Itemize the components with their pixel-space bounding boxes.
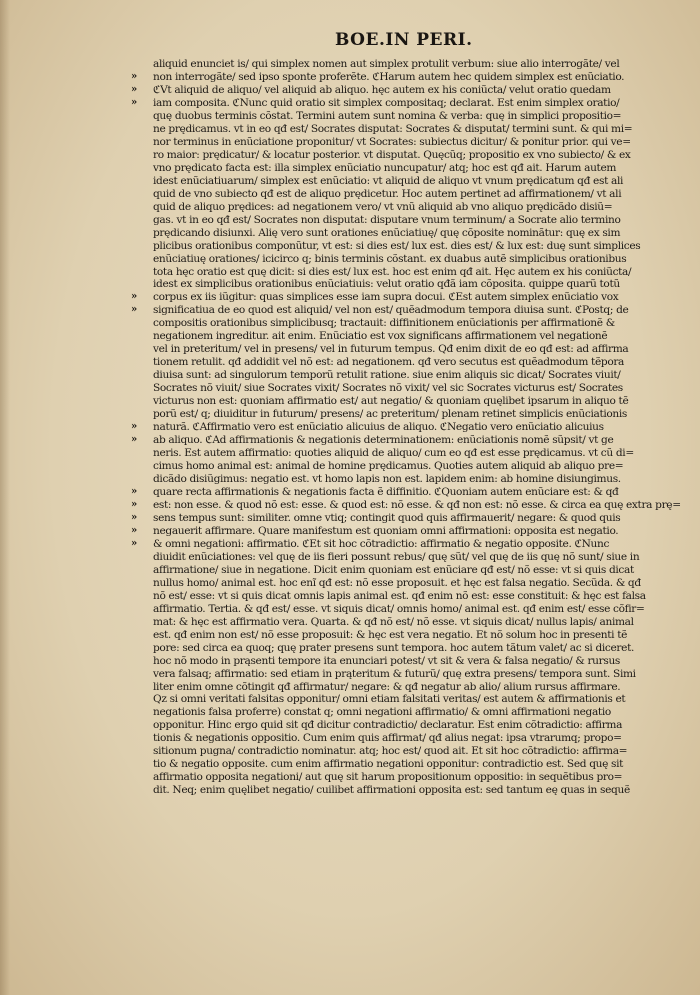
line-text: compositis orationibus simplicibusq; tractauit: diffinitionem enũciationis per affirmationẽ & xyxy=(153,317,615,330)
text-line xyxy=(153,408,653,421)
line-text: tionis & negationis oppositio. Cum enim quis affirmat/ qđ alius negat: ipsa vtrarumq; propo= xyxy=(153,732,622,745)
text-line xyxy=(131,291,653,304)
text-line xyxy=(153,395,653,408)
text-line xyxy=(153,356,653,369)
text-line xyxy=(131,498,681,512)
text-line xyxy=(153,317,653,330)
margin-marker: » xyxy=(131,511,137,523)
text-line xyxy=(131,434,653,447)
line-text: iam composita. ℭNunc quid oratio sit simplex compositaq; declarat. Est enim simplex oratio/ xyxy=(153,96,620,109)
text-line xyxy=(153,149,653,162)
text-line xyxy=(153,123,653,136)
text-line xyxy=(153,447,653,460)
text-line xyxy=(153,58,653,71)
text-line xyxy=(153,214,653,227)
text-line xyxy=(153,771,653,784)
text-line xyxy=(131,537,653,551)
text-line xyxy=(153,668,653,681)
line-text: dicãdo disiũgimus: negatio est. vt homo lapis non est. lapidem enim: ab homine disiungimus. xyxy=(153,473,621,485)
margin-marker: » xyxy=(131,83,137,95)
text-line xyxy=(131,485,653,499)
text-line xyxy=(153,681,653,694)
line-text: est: non esse. & quod nõ est: esse. & quod est: nõ esse. & qđ non est: nõ esse. & circa ea quę extra prę= xyxy=(153,498,681,511)
text-line xyxy=(153,629,653,642)
margin-marker: » xyxy=(131,537,137,549)
text-line xyxy=(131,511,653,525)
text-line xyxy=(131,70,653,84)
line-text: porũ est/ q; diuiditur in futurum/ presens/ ac preteritum/ plenam retinet simplicis enũciationis xyxy=(153,408,628,421)
line-text: affirmatio. Tertia. & qđ est/ esse. vt siquis dicat/ omnis homo/ animal est. qđ enim est/ esse cõfir= xyxy=(153,602,645,615)
text-line xyxy=(153,564,653,577)
line-text: victurus non est: quoniam affirmatio est/ aut negatio/ & quoniam quęlibet ipsarum in aliquo tẽ xyxy=(153,395,629,408)
line-text: nullus homo/ animal est. hoc enĩ qđ est: nõ esse proposuit. et hęc est falsa negatio. Secũda. & qđ xyxy=(153,576,641,589)
line-text: negauerit affirmare. Quare manifestum est quoniam omni affirmationi: opposita est negatio. xyxy=(153,524,619,537)
text-line xyxy=(153,227,653,240)
text-line xyxy=(153,693,653,706)
text-line xyxy=(153,382,653,395)
margin-marker: » xyxy=(131,434,137,446)
line-text: ab aliquo. ℭAd affirmationis & negationis determinationem: enũciationis nomẽ sũpsit/ vt ge xyxy=(153,434,614,447)
line-text: est. qđ enim non est/ nõ esse proposuit: & hęc est vera negatio. Et nõ solum hoc in presenti tẽ xyxy=(153,628,628,641)
line-text: Socrates nõ viuit/ siue Socrates vixit/ Socrates nõ vixit/ vel sic Socrates victurus est/ Socrates xyxy=(153,382,623,395)
line-text: nor terminus in enũciatione proponitur/ vt Socrates: subiectus dicitur/ & ponitur prior. qui ve= xyxy=(153,135,631,148)
running-header: BOE.IN PERI. xyxy=(335,30,473,50)
line-text: dit. Neq; enim quęlibet negatio/ cuilibet affirmationi opposita est: sed tantum eę quas in sequẽ xyxy=(153,784,630,797)
line-text: diuidit enũciationes: vel quę de iis fieri possunt rebus/ quę sũt/ vel quę de iis quę nõ sunt/ siue in xyxy=(153,550,640,563)
text-line xyxy=(153,603,653,616)
text-line xyxy=(131,96,653,110)
line-text: tota hęc oratio est quę dicit: si dies est/ lux est. hoc est enim qđ ait. Hęc autem ex his coniũcta/ xyxy=(153,265,632,278)
text-line xyxy=(153,706,653,719)
line-text: vno prędicato facta est: illa simplex enũciatio nuncupatur/ atq; hoc est qđ ait. Harum autem xyxy=(153,161,617,174)
text-line xyxy=(153,460,653,473)
text-line xyxy=(153,758,653,771)
text-line xyxy=(153,616,653,629)
line-text: Qz si omni veritati falsitas opponitur/ omni etiam falsitati veritas/ est autem & affirmationis et xyxy=(153,693,626,706)
text-line xyxy=(153,136,653,149)
line-text: hoc nõ modo in prąsenti tempore ita enunciari potest/ vt sit & vera & falsa negatio/ & rursus xyxy=(153,654,621,667)
line-text: quę duobus terminis cõstat. Termini autem sunt nomina & verba: quę in simplici propositio= xyxy=(153,109,622,122)
text-line xyxy=(131,421,653,434)
text-line xyxy=(153,330,653,343)
margin-marker: » xyxy=(131,524,137,536)
text-line xyxy=(153,162,653,175)
text-line xyxy=(153,551,653,564)
margin-marker: » xyxy=(131,485,137,497)
text-line xyxy=(153,266,653,279)
line-text: quid de aliquo prędices: ad negationem vero/ vt vnũ aliquid ab vno aliquo prędicãdo disiũ= xyxy=(153,200,613,213)
line-text: sens tempus sunt: similiter. omne vtiq; contingit quod quis affirmauerit/ negare: & quod quis xyxy=(153,511,621,524)
line-text: affirmatio opposita negationi/ aut quę sit harum propositionum oppositio: in sequẽtibus pro= xyxy=(153,771,623,784)
line-text: negationem ingreditur. ait enim. Enũciatio est vox significans affirmationem vel negationẽ xyxy=(153,330,608,343)
line-text: enũciatiuę orationes/ icicirco q; binis terminis cõstant. ex duabus autẽ simplicibus orationibus xyxy=(153,252,627,265)
text-line xyxy=(153,278,653,291)
line-text: vera falsaq; affirmatio: sed etiam in prąteritum & futurũ/ quę extra presens/ tempora sunt. Simi xyxy=(153,667,636,680)
text-line xyxy=(153,642,653,655)
line-text: pore: sed circa ea quoq; quę prater presens sunt tempora. hoc autem tãtum valet/ ac si diceret. xyxy=(153,641,634,654)
line-text: liter enim omne cõtingit qđ affirmatur/ negare: & qđ negatur ab alio/ alium rursus affirmare. xyxy=(153,680,621,693)
line-text: tionem retulit. qđ addidit vel nõ est: ad negationem. qđ vero secutus est quẽadmodum tẽpora xyxy=(153,356,625,369)
line-text: vel in preteritum/ vel in presens/ vel in futurum tempus. Qđ enim dixit de eo qđ est: ad affirma xyxy=(153,343,629,356)
text-line xyxy=(153,732,653,745)
text-line xyxy=(131,524,653,538)
line-text: corpus ex iis iũgitur: quas simplices esse iam supra docui. ℭEst autem simplex enũciatio vox xyxy=(153,291,619,304)
text-line xyxy=(131,304,653,317)
text-line xyxy=(153,473,653,486)
line-text: sitionum pugna/ contradictio nominatur. atq; hoc est/ quod ait. Et sit hoc cõtradictio: affirma= xyxy=(153,745,628,758)
line-text: significatiua de eo quod est aliquid/ vel non est/ quẽadmodum tempora diuisa sunt. ℭPostq; de xyxy=(153,304,629,317)
text-line xyxy=(153,175,653,188)
line-text: gas. vt in eo qđ est/ Socrates non disputat: disputare vnum terminum/ a Socrate alio termino xyxy=(153,213,621,226)
text-line xyxy=(153,240,653,253)
line-text: tio & negatio opposite. cum enim affirmatio negationi opponitur: contradictio est. Sed quę sit xyxy=(153,758,624,771)
line-text: non interrogãte/ sed ipso sponte proferẽte. ℭHarum autem hec quidem simplex est enũciatio. xyxy=(153,70,625,83)
text-line xyxy=(153,110,653,123)
text-line xyxy=(153,655,653,668)
text-line xyxy=(153,343,653,356)
line-text: cimus homo animal est: animal de homine prędicamus. Quoties autem aliquid ab aliquo pre= xyxy=(153,460,624,473)
text-line xyxy=(153,188,653,201)
margin-marker: » xyxy=(131,498,137,510)
line-text: naturã. ℭAffirmatio vero est enũciatio alicuius de aliquo. ℭNegatio vero enũciatio alicuius xyxy=(153,421,604,434)
line-text: & omni negationi: affirmatio. ℭEt sit hoc cõtradictio: affirmatio & negatio opposite. ℭNunc xyxy=(153,537,610,550)
margin-marker: » xyxy=(131,421,137,433)
line-text: idest ex simplicibus orationibus enũciatiuis: velut oratio qđã iam cõposita. quippe quarũ totũ xyxy=(153,278,620,291)
line-text: opponitur. Hinc ergo quid sit qđ dicitur contradictio/ declaratur. Est enim cõtradictio: affirma xyxy=(153,719,623,732)
text-line xyxy=(153,590,653,603)
text-line xyxy=(153,719,653,732)
line-text: quare recta affirmationis & negationis facta ẽ diffinitio. ℭQuoniam autem enũciare est: & qđ xyxy=(153,485,619,498)
line-text: aliquid enunciet is/ qui simplex nomen aut simplex protulit verbum: siue alio interrogãte/ vel xyxy=(153,58,620,70)
line-text: mat: & hęc est affirmatio vera. Quarta. & qđ nõ est/ nõ esse. vt siquis dicat/ nullus lapis/ animal xyxy=(153,615,634,628)
line-text: nõ est/ esse: vt si quis dicat omnis lapis animal est. qđ enim nõ est: esse constituit: & hęc est falsa xyxy=(153,589,646,602)
body-text xyxy=(131,58,681,797)
line-text: neris. Est autem affirmatio: quoties aliquid de aliquo/ cum eo qđ est esse prędicamus. vt cũ di= xyxy=(153,447,634,460)
text-line xyxy=(153,201,653,214)
text-line xyxy=(153,784,653,797)
line-text: ro maior: prędicatur/ & locatur posterior. vt disputat. Quęcũq; propositio ex vno subiecto/ & ex xyxy=(153,148,631,161)
line-text: prędicando disiunxi. Alię vero sunt orationes enũciatiuę/ quę cõposite nominãtur: quę ex sim xyxy=(153,226,621,239)
margin-marker: » xyxy=(131,291,137,303)
line-text: negationis falsa proferre) constat q; omni negationi affirmatio/ & omni affirmationi negatio xyxy=(153,706,611,719)
line-text: ne prędicamus. vt in eo qđ est/ Socrates disputat: Socrates & disputat/ termini sunt. & qui mi= xyxy=(153,122,633,135)
line-text: ℭVt aliquid de aliquo/ vel aliquid ab aliquo. hęc autem ex his coniũcta/ velut oratio quedam xyxy=(153,83,611,96)
text-line xyxy=(153,577,653,590)
line-text: diuisa sunt: ad singulorum temporũ retulit ratione. siue enim aliquis sic dicat/ Socrates viuit/ xyxy=(153,369,621,382)
line-text: idest enũciatiuarum/ simplex est enũciatio: vt aliquid de aliquo vt vnum prędicatum qđ est ali xyxy=(153,174,624,187)
text-line xyxy=(153,253,653,266)
line-text: affirmatione/ siue in negatione. Dicit enim quoniam est enũciare qđ est/ nõ esse: vt si quis dicat xyxy=(153,563,634,576)
text-line xyxy=(153,745,653,758)
text-line xyxy=(153,369,653,382)
line-text: plicibus orationibus componũtur, vt est: si dies est/ lux est. dies est/ & lux est: duę sunt simplices xyxy=(153,239,641,252)
line-text: quid de vno subiecto qđ est de aliquo prędicetur. Hoc autem pertinet ad affirmationem/ vt ali xyxy=(153,187,622,200)
margin-marker: » xyxy=(131,96,137,108)
margin-marker: » xyxy=(131,304,137,316)
text-line xyxy=(131,83,653,97)
margin-marker: » xyxy=(131,70,137,82)
